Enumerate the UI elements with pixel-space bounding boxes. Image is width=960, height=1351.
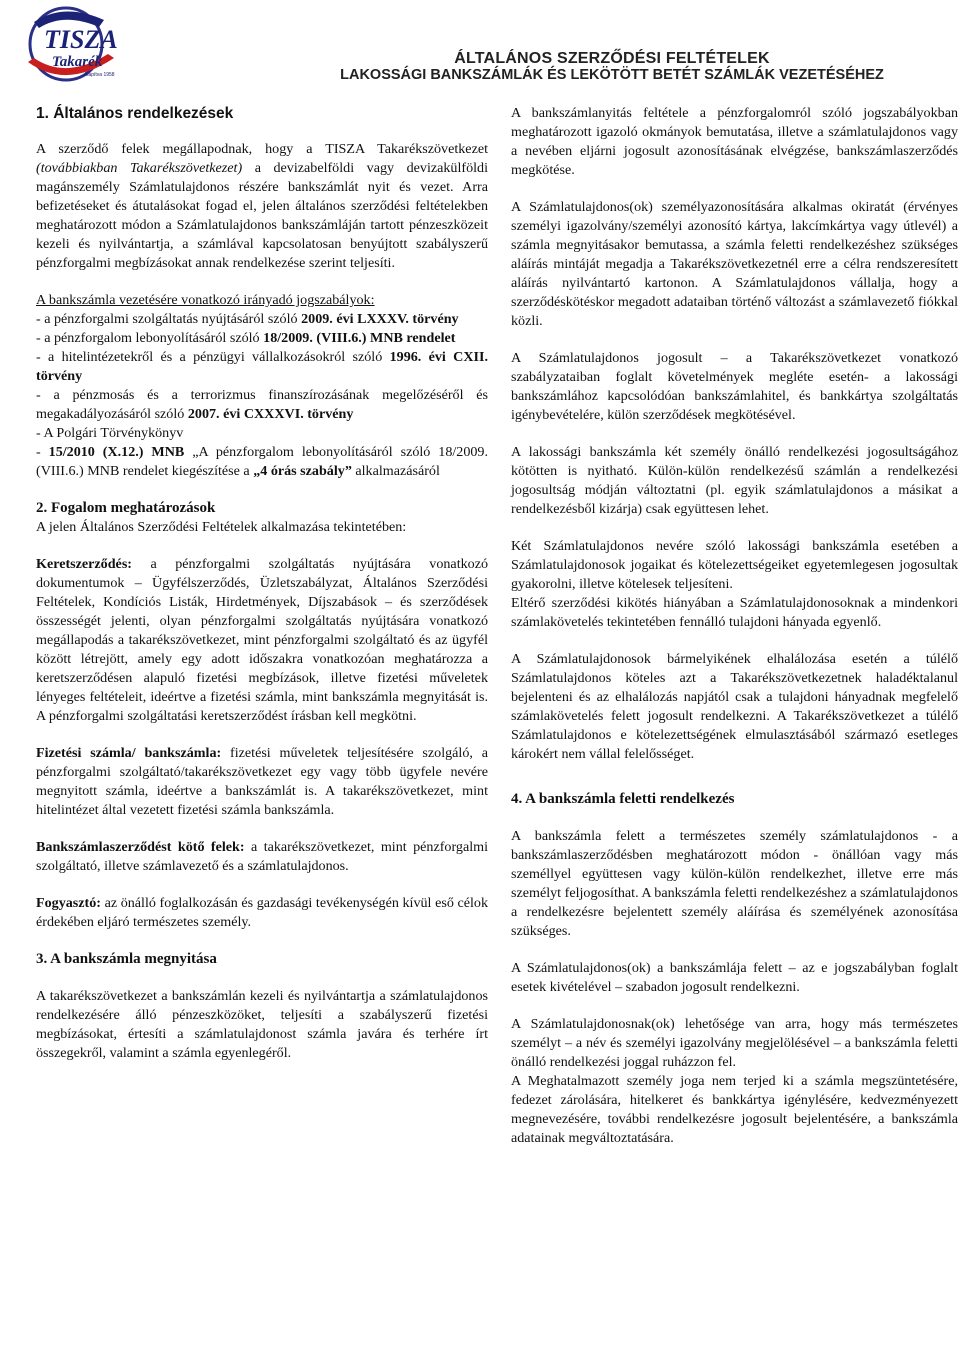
definition-text: fizetési műveletek teljesítésére szolgáló, a pénzforgalmi szolgáltató/takarékszövetkezet egy vagy több ügyfele nevére megnyitott számla, ideértve a bankszámlát is. A takarékszövetkezet, mint hitelintézet által vezetett fizetési számla bankszámla.	[36, 745, 488, 818]
paragraph: A Számlatulajdonos jogosult – a Takarékszövetkezet vonatkozó szabályzataiban foglalt követelmények megléte esetén- a lakossági bankszámlához kapcsolódóan bankszámlahitel, és bankkártya szolgáltatás igénybevételére, külön szerződések megkötésével.	[511, 350, 958, 423]
definition-term: Keretszerződés:	[36, 556, 132, 572]
text-run-bold: 18/2009. (VIII.6.) MNB rendelet	[263, 330, 456, 346]
document-subtitle: LAKOSSÁGI BANKSZÁMLÁK ÉS LEKÖTÖTT BETÉT SZÁMLÁK VEZETÉSÉHEZ	[340, 67, 884, 83]
text-run: A szerződő felek megállapodnak, hogy a TISZA Takarékszövetkezet	[36, 141, 488, 157]
text-run: alkalmazásáról	[351, 463, 440, 479]
paragraph: A Számlatulajdonosok bármelyikének elhalálozása esetén a túlélő Számlatulajdonos köteles azt a Takarékszövetkezetnek haladéktalanul bejelenteni és az elhalálozás napjától csak a tulajdoni hányadnak megfelelő számlakövetelés felett jogosult rendelkezni. A Takarékszövetkezet a túlélő Számlatulajdonos e kötelezettségének elmulasztásából származó esetleges károkért nem vállal felelősséget.	[511, 651, 958, 762]
document-header	[312, 50, 912, 83]
text-run: - a hitelintézetekről és a pénzügyi vállalkozásokról szóló	[36, 349, 390, 365]
paragraph: A Számlatulajdonos(ok) a bankszámlája felett – az e jogszabályban foglalt esetek kivételével – szabadon jogosult rendelkezni.	[511, 960, 958, 995]
section-1-title: 1. Általános rendelkezések	[36, 105, 234, 122]
paragraph: A bankszámla felett a természetes személy számlatulajdonos - a bankszámlaszerződésben meghatározott módon - önállóan vagy más személlyel együttesen vagy külön-külön rendelkezhet, illetve erre más személyt feljogosíthat. A bankszámla feletti rendelkezéshez a számlatulajdonos a rendelkezésre bejelentett személy aláírása és személyének azonosítása szükséges.	[511, 828, 958, 939]
definition-fizetesi-szamla	[36, 744, 488, 820]
text-run: „A pénzforgalom lebonyolításáról szóló 18/2009. (VIII.6.) MNB rendelet kiegészítése a	[36, 444, 488, 479]
logo-text-top: TISZA	[44, 25, 118, 54]
law-item-3	[36, 348, 488, 386]
definition-term: Bankszámlaszerződést kötő felek:	[36, 839, 245, 855]
text-run-bold: 1996. évi CXII. törvény	[36, 349, 488, 384]
text-run-bold: „4 órás szabály”	[253, 463, 352, 479]
section-2-title: 2. Fogalom meghatározások	[36, 500, 216, 516]
text-run: a devizabelföldi vagy devizakülföldi magánszemély Számlatulajdonos részére bankszámlát nyit és vezet. Arra befizetéseket és átutalásokat fogad el, jelen általános szerződési feltételekben meghatározott módon a Számlatulajdonos bankszámláján tartott pénzeszközeit kezeli és nyilvántartja, a számlával kapcsolatosan benyújtott szabályszerű pénzforgalmi megbízásokat annak rendelkezése szerint teljesíti.	[36, 160, 488, 271]
definition-fogyaszto	[36, 894, 488, 932]
paragraph: A Számlatulajdonos(ok) személyazonosítására alkalmas okiratát (érvényes személyi igazolvány/személyi azonosító kártya, lakcímkártya vagy útlevél) a számla megnyitásakor bemutassa, a számla feletti rendelkezéshez szükséges aláírás mintáját megadja a Takarékszövetkezetnél erre a célra rendszeresített aláírás nyilvántartó kartonon. A Számlatulajdonos vállalja, hogy a szerződéskötéskor megadott adataiban történő változást a számlavezető fiókkal közli.	[511, 199, 958, 329]
paragraph: A lakossági bankszámla két személy önálló rendelkezési jogosultságához kötötten is nyitható. Külön-külön rendelkezésű számlán a rendelkezési jogosultság módján változtatni (pl. egyik számlatulajdonos a másikat a rendelkezésből kizárja) csak együttesen lehet.	[511, 444, 958, 517]
logo-text-bottom: Takarék	[52, 54, 103, 70]
section-3-title: 3. A bankszámla megnyitása	[36, 951, 217, 967]
section-2-intro: A jelen Általános Szerződési Feltételek alkalmazása tekintetében:	[36, 519, 407, 535]
paragraph: Eltérő szerződési kikötés hiányában a Számlatulajdonosoknak a mindenkori számlakövetelés tekintetében fennálló tulajdoni hányada egyenlő.	[511, 595, 958, 630]
law-item-5: - A Polgári Törvénykönyv	[36, 425, 184, 441]
definition-keretszerzodes	[36, 555, 488, 726]
text-run-bold: 15/2010 (X.12.) MNB	[48, 444, 185, 460]
right-column	[511, 104, 958, 1148]
law-item-4	[36, 386, 488, 424]
definition-term: Fogyasztó:	[36, 895, 101, 911]
text-run-bold: 2009. évi LXXXV. törvény	[301, 311, 459, 327]
logo-founded: Alapítva 1958	[84, 72, 115, 78]
text-run-bold: 2007. évi CXXXVI. törvény	[187, 406, 354, 422]
law-list-heading: A bankszámla vezetésére vonatkozó irányadó jogszabályok:	[36, 292, 375, 308]
paragraph: Két Számlatulajdonos nevére szóló lakossági bankszámla esetében a Számlatulajdonosok jogaikat és kötelezettségeiket egyetemlegesen jogosultak gyakorolni, illetve kötelesek teljesíteni.	[511, 538, 958, 592]
law-item-6	[36, 443, 488, 481]
definition-koto-felek	[36, 838, 488, 876]
left-column	[36, 104, 488, 1063]
text-run: -	[36, 444, 49, 460]
definition-text: a pénzforgalmi szolgáltatás nyújtására vonatkozó dokumentumok – Ügyfélszerződés, Üzletszabályzat, Általános Szerződési Feltételek, Kondíciós Listák, Hirdetmények, Díjszabások – és szerződések összességét jelenti, olyan pénzforgalmi szolgáltatás nyújtására vonatkozó megállapodás a takarékszövetkezet, mint pénzforgalmi szolgáltató és az ügyfél között létrejött, amely egy adott időszakra vonatkozóan meghatározza a keretszerződésen alapuló fizetési megbízások, illetve fizetési műveletek lényeges feltételeit, ideértve a fizetési számla, mint bankszámla megnyitását is. A pénzforgalmi szolgáltatási keretszerződést írásban kell megkötni.	[36, 556, 488, 724]
paragraph: A Meghatalmazott személy joga nem terjed ki a számla megszüntetésére, fedezet zárolására, hitelkeret és bankkártya igénylésére, kedvezményezett megnevezésére, további rendelkezésre jogosult bejelentésére, a bankszámla adatainak megváltoztatására.	[511, 1073, 958, 1146]
definition-text: a takarékszövetkezet, mint pénzforgalmi szolgáltató, illetve számlavezető és a számlatulajdonos.	[36, 839, 488, 874]
paragraph: A bankszámlanyitás feltétele a pénzforgalomról szóló jogszabályokban meghatározott igazoló okmányok bemutatása, illetve a számlatulajdonos vagy a nevében eljárni jogosult azonosításának elvégzése, bankszámlaszerződés megkötése.	[511, 105, 958, 178]
definition-text: az önálló foglalkozásán és gazdasági tevékenységén kívül eső célok érdekében eljáró természetes személy.	[36, 895, 488, 930]
text-run: - a pénzforgalom lebonyolításáról szóló	[36, 330, 264, 346]
law-item-2	[36, 329, 488, 348]
section-3-paragraph: A takarékszövetkezet a bankszámlán kezeli és nyilvántartja a számlatulajdonos rendelkezésére álló pénzeszközöket, teljesíti a szabályszerű fizetési megbízásokat, értesíti a számlatulajdonost számla javára és terhére írt összegekről, valamint a számla egyenlegéről.	[36, 988, 488, 1061]
definition-term: Fizetési számla/ bankszámla:	[36, 745, 222, 761]
text-run-italic: (továbbiakban Takarékszövetkezet)	[36, 160, 243, 176]
tisza-takarek-logo	[4, 2, 139, 86]
text-run: - a pénzforgalmi szolgáltatás nyújtásáról szóló	[36, 311, 302, 327]
document-title: ÁLTALÁNOS SZERZŐDÉSI FELTÉTELEK	[454, 50, 770, 67]
section-1-paragraph	[36, 140, 488, 273]
text-run: - a pénzmosás és a terrorizmus finanszírozásának megelőzéséről és megakadályozásáról szóló	[36, 387, 488, 422]
paragraph: A Számlatulajdonosnak(ok) lehetősége van arra, hogy más természetes személyt – a név és személyi igazolvány megjelölésével – a bankszámla feletti önálló rendelkezési joggal ruházzon fel.	[511, 1016, 958, 1070]
law-list-title	[36, 291, 488, 310]
law-item-1	[36, 310, 488, 329]
section-4-title: 4. A bankszámla feletti rendelkezés	[511, 791, 735, 807]
